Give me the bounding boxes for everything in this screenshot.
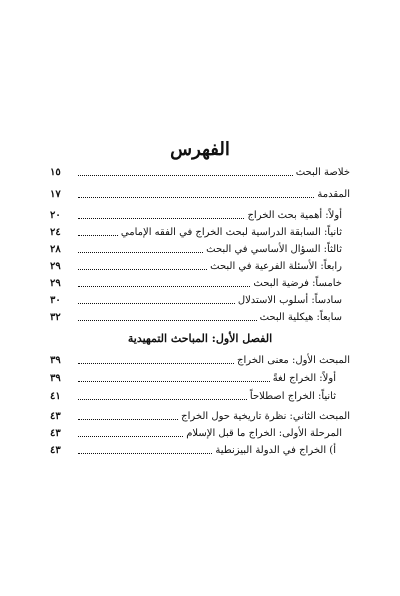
toc-entry-page: ٣٢ [50,312,61,323]
toc-entry-label: المقدمة [317,189,350,200]
toc-entry-technical [50,388,336,403]
dot-leader [78,286,250,287]
dot-leader [78,218,244,219]
toc-entry-second [50,224,342,239]
toc-entry-label: ثانياً: السابقة الدراسية لبحث الخراج في الفقه الإمامي [120,227,342,238]
toc-entry-byzantine [50,442,336,457]
toc-entry-page: ٢٠ [50,210,61,221]
toc-entry-page: ١٧ [50,189,61,200]
toc-entry-label: رابعاً: الأسئلة الفرعية في البحث [210,261,342,272]
toc-entry-section-one [50,352,350,367]
dot-leader [78,399,247,400]
page-title: الفهرس [170,139,230,160]
toc-entry-third [50,241,342,256]
dot-leader [78,320,257,321]
toc-entry-page: ١٥ [50,167,61,178]
dot-leader [78,175,293,176]
toc-entry-label: خامساً: فرضية البحث [253,278,342,289]
dot-leader [78,269,207,270]
toc-entry-label: أولاً: الخراج لغةً [272,373,336,384]
toc-entry-label: المبحث الثاني: نظرة تاريخية حول الخراج [181,411,350,422]
toc-entry-label: أولاً: أهمية بحث الخراج [247,210,342,221]
dot-leader [78,235,118,236]
dot-leader [78,363,234,364]
toc-entry-page: ٤٣ [50,445,61,456]
toc-entry-label: سادساً: أسلوب الاستدلال [237,295,342,306]
toc-entry-label: المرحلة الأولى: الخراج ما قبل الإسلام [186,428,342,439]
dot-leader [78,419,178,420]
toc-entry-label: أ) الخراج في الدولة البيزنطية [215,445,336,456]
toc-entry-page: ٤١ [50,391,61,402]
toc-entry-label: ثانياً: الخراج اصطلاحاً [249,391,336,402]
dot-leader [78,252,203,253]
toc-entry-fourth [50,258,342,273]
toc-entry-fifth [50,275,342,290]
toc-entry-summary [50,164,350,179]
dot-leader [78,436,183,437]
toc-entry-page: ٤٣ [50,411,61,422]
toc-entry-label: ثالثاً: السؤال الأساسي في البحث [206,244,342,255]
toc-entry-linguistic [50,370,336,385]
dot-leader [78,453,212,454]
toc-entry-page: ٢٩ [50,278,61,289]
toc-entry-sixth [50,292,342,307]
toc-entry-page: ٢٨ [50,244,61,255]
toc-entry-page: ٣٩ [50,373,61,384]
toc-entry-section-two [50,408,350,423]
toc-entry-first [50,207,342,222]
toc-entry-page: ٣٩ [50,355,61,366]
toc-entry-page: ٢٤ [50,227,61,238]
toc-entry-label: خلاصة البحث [295,167,350,178]
dot-leader [78,197,314,198]
toc-entry-page: ٤٣ [50,428,61,439]
toc-entry-page: ٢٩ [50,261,61,272]
toc-entry-stage-one [50,425,342,440]
toc-entry-page: ٣٠ [50,295,61,306]
chapter-heading: الفصل الأول: المباحث التمهيدية [127,332,273,345]
toc-entry-label: سابعاً: هيكلية البحث [259,312,342,323]
dot-leader [78,381,270,382]
toc-entry-seventh [50,309,342,324]
dot-leader [78,303,235,304]
toc-entry-introduction [50,186,350,201]
toc-entry-label: المبحث الأول: معنى الخراج [237,355,350,366]
